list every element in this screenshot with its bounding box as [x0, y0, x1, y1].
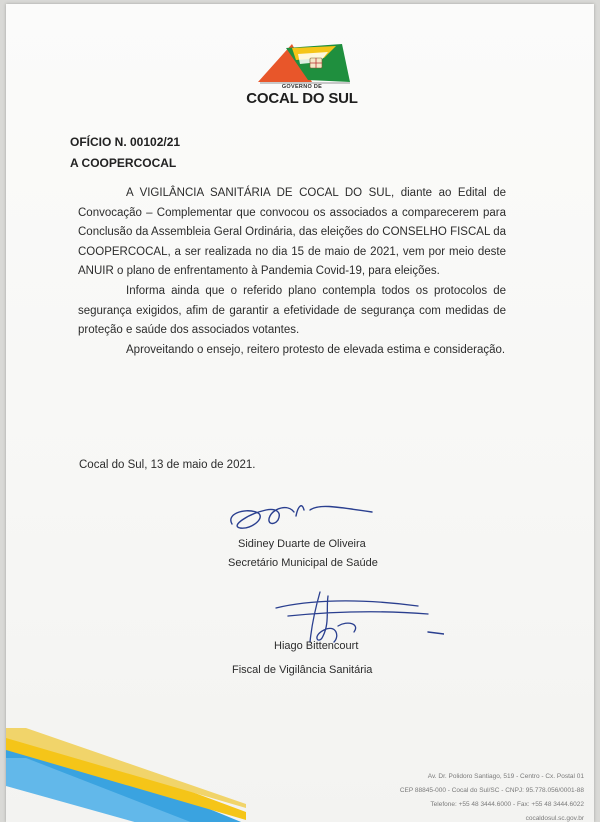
- signer-name: Hiago Bittencourt: [274, 640, 359, 652]
- letter-recipient: A COOPERCOCAL: [70, 156, 177, 170]
- handwritten-signature: [268, 586, 444, 648]
- letter-number: OFÍCIO N. 00102/21: [70, 135, 181, 149]
- paragraph: Aproveitando o ensejo, reitero protesto de elevada estima e consideração.: [126, 343, 506, 356]
- logo-subtitle: GOVERNO DE: [281, 84, 323, 90]
- footer-site: cocaldosul.sc.gov.br: [525, 815, 584, 822]
- logo-name: COCAL DO SUL: [246, 90, 358, 107]
- letter-body: [78, 184, 506, 360]
- signer-role: Secretário Municipal de Saúde: [228, 557, 378, 569]
- place-date: Cocal do Sul, 13 de maio de 2021.: [79, 459, 256, 471]
- footer-cep-cnpj: CEP 88845-000 - Cocal do Sul/SC - CNPJ: 95.778.056/0001-88: [399, 787, 584, 794]
- handwritten-signature: [222, 490, 382, 538]
- footer-phones: Telefone: +55 48 3444.6000 - Fax: +55 48 3444.6022: [430, 801, 584, 808]
- footer-contact: [400, 770, 584, 822]
- decorative-stripes: [6, 728, 246, 822]
- paragraph: Informa ainda que o referido plano contempla todos os protocolos de segurança exigidos, afim de garantir a efetividade de segurança com medidas de proteção e saúde dos associados votantes.: [78, 284, 506, 337]
- signer-name: Sidiney Duarte de Oliveira: [238, 538, 366, 550]
- signer-role: Fiscal de Vigilância Sanitária: [232, 664, 373, 676]
- document-page: [6, 4, 594, 822]
- paragraph: A VIGILÂNCIA SANITÁRIA DE COCAL DO SUL, diante ao Edital de Convocação – Complementar que convocou os associados a comparecerem para Conclusão da Assembleia Geral Ordinária, das eleições do CONSELHO FISCAL da COOPERCOCAL, a ser realizada no dia 15 de maio de 2021, vem por meio deste ANUIR o plano de enfrentamento à Pandemia Covid-19, para eleições.: [78, 187, 506, 278]
- footer-address: Av. Dr. Polidoro Santiago, 519 - Centro - Cx. Postal 01: [427, 773, 584, 780]
